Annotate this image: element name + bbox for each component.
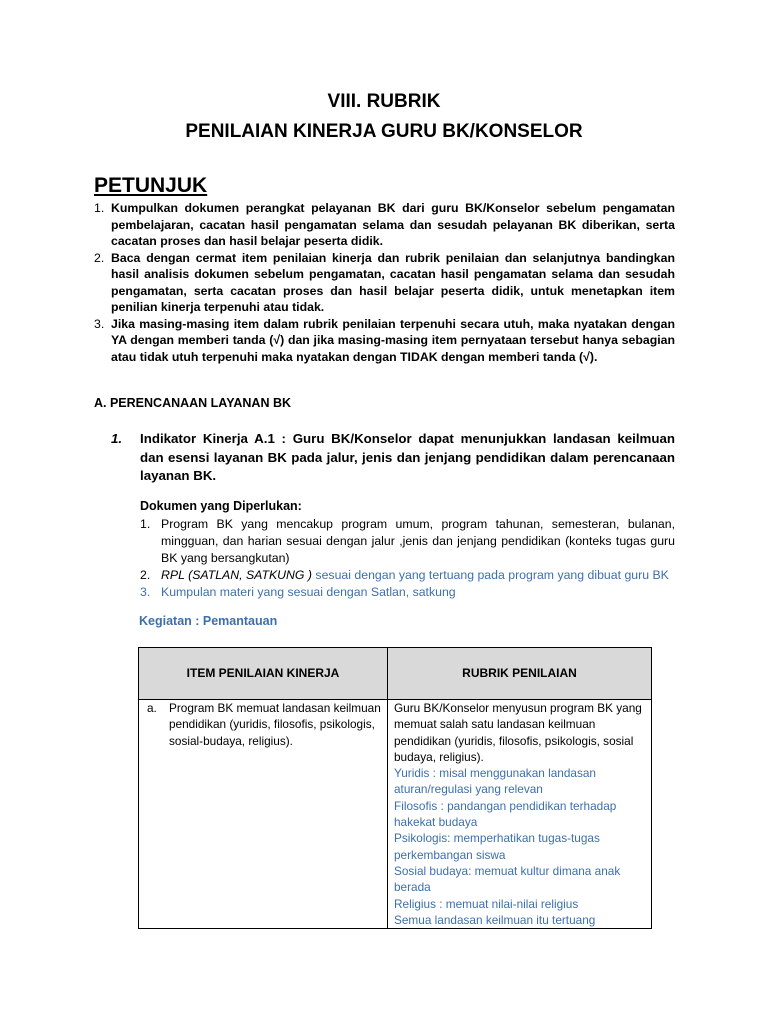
rubrik-sosial-budaya: Sosial budaya: memuat kultur dimana anak berada [394,863,621,895]
dokumen-item [140,567,675,584]
dokumen-item-text: Kumpulan materi yang sesuai dengan Satlan, satkung [161,585,456,599]
petunjuk-item-text: Jika masing-masing item dalam rubrik penilaian terpenuhi secara utuh, maka nyatakan dengan YA dengan memberi tanda (√) dan jika masing-masing item pernyataan tersebut hanya sebagian atau tidak utuh terpenuhi maka nyatakan dengan TIDAK dengan memberi tanda (√). [111,316,675,364]
rubrik-religius: Religius : memuat nilai-nilai religius [394,896,579,911]
dokumen-item-number: 1. [140,517,151,531]
indikator-number: 1. [111,431,123,446]
table-cell-item [139,700,388,929]
petunjuk-item-text: Baca dengan cermat item penilaian kinerja dan rubrik penilaian dan selanjutnya bandingkan hasil analisis dokumen sebelum pengamatan, cacatan hasil pengamatan selama dan sesudah pengamatan, serta cacatan proses dan hasil belajar peserta didik, untuk menetapkan item penilian kinerja terpenuhi atau tidak. [111,250,675,314]
dokumen-heading: Dokumen yang Diperlukan: [140,499,302,513]
table-cell-rubrik [388,700,652,929]
dokumen-item-note: sesuai dengan yang tertuang pada program yang dibuat guru BK [312,568,669,582]
row-item-text: Program BK memuat landasan keilmuan pendidikan (yuridis, filosofis, psikologis, sosial-budaya, religius). [169,701,381,748]
rubrik-table [138,647,652,929]
petunjuk-item-text: Kumpulkan dokumen perangkat pelayanan BK dari guru BK/Konselor sebelum pengamatan pembelajaran, cacatan hasil pengamatan selama dan sesudah pelayanan BK diberikan, serta cacatan proses dan hasil belajar peserta didik. [111,201,675,248]
rubrik-psikologis: Psikologis: memperhatikan tugas-tugas perkembangan siswa [394,831,600,862]
dokumen-item-rpl: RPL (SATLAN, SATKUNG ) [161,568,313,582]
table-row [139,700,652,929]
kegiatan-label: Kegiatan : Pemantauan [139,614,278,628]
table-header-rubrik: RUBRIK PENILAIAN [388,648,652,700]
document-subtitle: PENILAIAN KINERJA GURU BK/KONSELOR [185,121,583,142]
petunjuk-item [94,316,675,366]
petunjuk-item [94,200,675,250]
rubrik-filosofis: Filosofis : pandangan pendidikan terhadap hakekat budaya [394,798,617,830]
rubrik-summary: Semua landasan keilmuan itu tertuang [394,912,596,927]
petunjuk-item-number: 3. [94,316,105,331]
dokumen-item-number: 2. [140,568,151,582]
petunjuk-item [94,250,675,316]
dokumen-item [140,584,675,601]
table-header-item: ITEM PENILAIAN KINERJA [139,648,388,700]
rubrik-text: Guru BK/Konselor menyusun program BK yang memuat salah satu landasan keilmuan pendidikan (yuridis, filosofis, psikologis, sosial budaya, religius). [394,701,642,764]
row-letter: a. [147,701,157,715]
rubrik-yuridis: Yuridis : misal menggunakan landasan aturan/regulasi yang relevan [394,766,596,797]
dokumen-item-number: 3. [140,585,151,599]
petunjuk-heading: PETUNJUK [94,174,208,197]
petunjuk-item-number: 2. [94,250,105,265]
document-title: VIII. RUBRIK [327,91,441,112]
indikator-text: Indikator Kinerja A.1 : Guru BK/Konselor dapat menunjukkan landasan keilmuan dan esensi layanan BK pada jalur, jenis dan jenjang pendidikan dalam perencanaan layanan BK. [140,431,675,483]
petunjuk-list [94,200,675,365]
section-heading-a: A. PERENCANAAN LAYANAN BK [94,396,292,410]
dokumen-item [140,516,675,567]
dokumen-list [140,516,675,601]
dokumen-item-text: Program BK yang mencakup program umum, program tahunan, semesteran, bulanan, mingguan, dan harian sesuai dengan jalur ,jenis dan jenjang pendidikan (konteks tugas guru BK yang bersangkutan) [161,517,675,565]
indikator-block [111,430,675,486]
petunjuk-item-number: 1. [94,201,105,215]
